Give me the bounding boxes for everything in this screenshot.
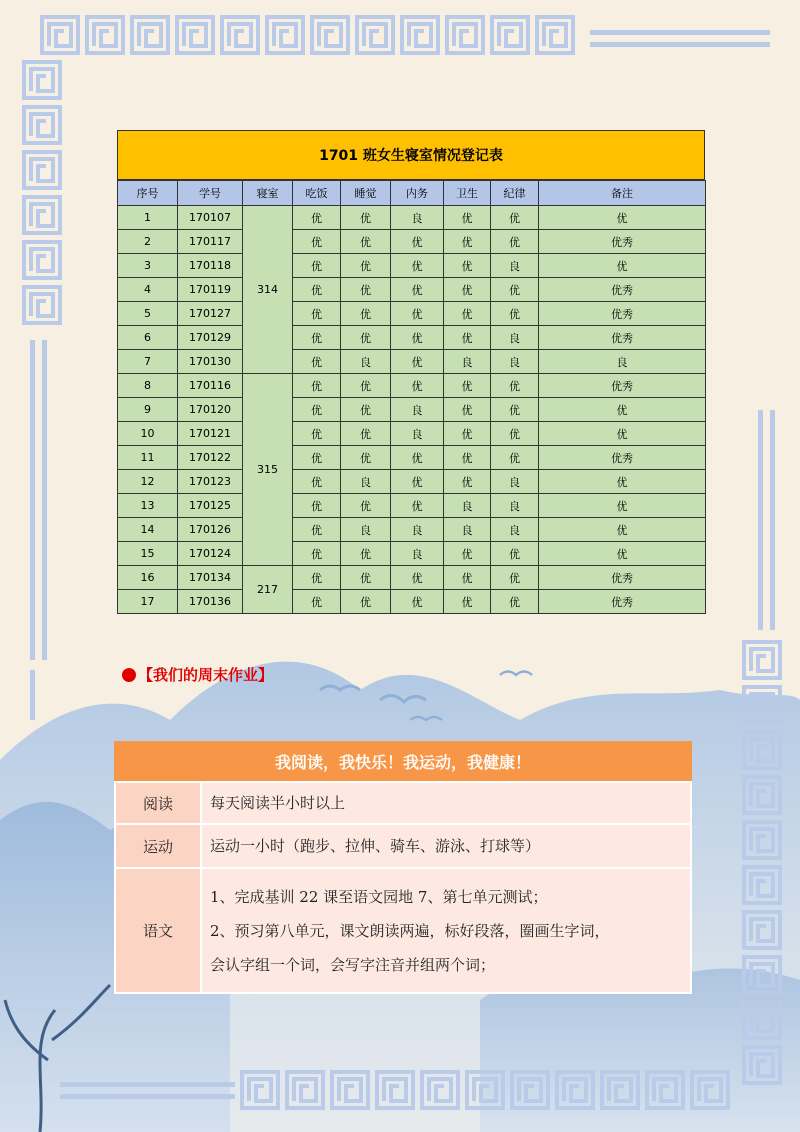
task-line: 运动一小时（跑步、拉伸、骑车、游泳、打球等） (210, 837, 541, 855)
sleeping-cell: 良 (341, 470, 391, 494)
sleeping-cell: 优 (341, 566, 391, 590)
hygiene-cell: 优 (444, 326, 491, 350)
eating-cell: 优 (293, 350, 341, 374)
sleeping-cell: 优 (341, 374, 391, 398)
housekeeping-cell: 优 (391, 254, 444, 278)
hygiene-cell: 优 (444, 278, 491, 302)
bullet-dot-icon (122, 668, 136, 682)
discipline-cell: 优 (491, 542, 539, 566)
seq-cell: 9 (118, 398, 178, 422)
student-id-cell: 170123 (178, 470, 243, 494)
header-eating: 吃饭 (293, 181, 341, 206)
dorm-table-row (118, 326, 706, 350)
header-hygiene: 卫生 (444, 181, 491, 206)
eating-cell: 优 (293, 254, 341, 278)
homework-section (114, 741, 692, 994)
hygiene-cell: 优 (444, 398, 491, 422)
housekeeping-cell: 优 (391, 446, 444, 470)
homework-row-chinese (115, 868, 691, 993)
student-id-cell: 170124 (178, 542, 243, 566)
dorm-table-row (118, 374, 706, 398)
student-id-cell: 170107 (178, 206, 243, 230)
hygiene-cell: 良 (444, 350, 491, 374)
sleeping-cell: 优 (341, 230, 391, 254)
dorm-table-row (118, 446, 706, 470)
subject-cell: 运动 (115, 824, 201, 868)
subject-cell: 语文 (115, 868, 201, 993)
student-id-cell: 170126 (178, 518, 243, 542)
dorm-table-row (118, 494, 706, 518)
header-housekeeping: 内务 (391, 181, 444, 206)
dorm-table-row (118, 542, 706, 566)
dorm-table-row (118, 278, 706, 302)
hygiene-cell: 优 (444, 374, 491, 398)
discipline-cell: 优 (491, 398, 539, 422)
seq-cell: 14 (118, 518, 178, 542)
seq-cell: 4 (118, 278, 178, 302)
housekeeping-cell: 优 (391, 566, 444, 590)
seq-cell: 3 (118, 254, 178, 278)
student-id-cell: 170117 (178, 230, 243, 254)
housekeeping-cell: 优 (391, 350, 444, 374)
student-id-cell: 170118 (178, 254, 243, 278)
room-cell: 315 (243, 374, 293, 566)
sleeping-cell: 优 (341, 278, 391, 302)
remarks-cell: 优 (539, 206, 706, 230)
sleeping-cell: 优 (341, 542, 391, 566)
sleeping-cell: 优 (341, 590, 391, 614)
hygiene-cell: 优 (444, 230, 491, 254)
eating-cell: 优 (293, 542, 341, 566)
sleeping-cell: 优 (341, 206, 391, 230)
eating-cell: 优 (293, 566, 341, 590)
sleeping-cell: 优 (341, 398, 391, 422)
eating-cell: 优 (293, 278, 341, 302)
discipline-cell: 良 (491, 326, 539, 350)
remarks-cell: 优秀 (539, 302, 706, 326)
dorm-table-section (117, 130, 705, 614)
header-remarks: 备注 (539, 181, 706, 206)
eating-cell: 优 (293, 494, 341, 518)
remarks-cell: 优 (539, 254, 706, 278)
task-line: 会认字组一个词，会写字注音并组两个词； (210, 955, 496, 974)
sleeping-cell: 优 (341, 302, 391, 326)
seq-cell: 7 (118, 350, 178, 374)
seq-cell: 5 (118, 302, 178, 326)
room-cell: 217 (243, 566, 293, 614)
discipline-cell: 优 (491, 446, 539, 470)
remarks-cell: 良 (539, 350, 706, 374)
sleeping-cell: 优 (341, 326, 391, 350)
dorm-table-row (118, 302, 706, 326)
subject-cell: 阅读 (115, 782, 201, 824)
housekeeping-cell: 优 (391, 326, 444, 350)
eating-cell: 优 (293, 206, 341, 230)
dorm-table-header-row (118, 181, 706, 206)
homework-table (114, 781, 692, 994)
dorm-table-row (118, 422, 706, 446)
homework-banner: 我阅读，我快乐！我运动，我健康！ (114, 741, 692, 781)
header-seq: 序号 (118, 181, 178, 206)
discipline-cell: 优 (491, 302, 539, 326)
header-discipline: 纪律 (491, 181, 539, 206)
student-id-cell: 170136 (178, 590, 243, 614)
header-sleeping: 睡觉 (341, 181, 391, 206)
housekeeping-cell: 良 (391, 542, 444, 566)
seq-cell: 15 (118, 542, 178, 566)
sleeping-cell: 优 (341, 422, 391, 446)
hygiene-cell: 优 (444, 422, 491, 446)
hygiene-cell: 优 (444, 566, 491, 590)
dorm-table-row (118, 470, 706, 494)
task-cell (201, 868, 691, 993)
room-cell: 314 (243, 206, 293, 374)
sleeping-cell: 优 (341, 446, 391, 470)
remarks-cell: 优 (539, 494, 706, 518)
sleeping-cell: 优 (341, 494, 391, 518)
hygiene-cell: 优 (444, 542, 491, 566)
seq-cell: 10 (118, 422, 178, 446)
seq-cell: 11 (118, 446, 178, 470)
student-id-cell: 170125 (178, 494, 243, 518)
student-id-cell: 170130 (178, 350, 243, 374)
task-line: 2、预习第八单元，课文朗读两遍，标好段落，圈画生字词， (210, 921, 610, 940)
hygiene-cell: 优 (444, 302, 491, 326)
remarks-cell: 优秀 (539, 230, 706, 254)
discipline-cell: 良 (491, 518, 539, 542)
housekeeping-cell: 优 (391, 230, 444, 254)
housekeeping-cell: 优 (391, 590, 444, 614)
eating-cell: 优 (293, 470, 341, 494)
seq-cell: 2 (118, 230, 178, 254)
housekeeping-cell: 优 (391, 470, 444, 494)
hygiene-cell: 优 (444, 206, 491, 230)
eating-cell: 优 (293, 374, 341, 398)
eating-cell: 优 (293, 590, 341, 614)
discipline-cell: 优 (491, 590, 539, 614)
hygiene-cell: 良 (444, 494, 491, 518)
dorm-table-row (118, 254, 706, 278)
student-id-cell: 170127 (178, 302, 243, 326)
header-room: 寝室 (243, 181, 293, 206)
homework-heading-label: 【我们的周末作业】 (138, 666, 274, 684)
discipline-cell: 优 (491, 422, 539, 446)
housekeeping-cell: 优 (391, 278, 444, 302)
discipline-cell: 良 (491, 254, 539, 278)
remarks-cell: 优秀 (539, 446, 706, 470)
discipline-cell: 良 (491, 350, 539, 374)
homework-heading (122, 664, 273, 685)
dorm-table-row (118, 566, 706, 590)
task-cell (201, 782, 691, 824)
eating-cell: 优 (293, 518, 341, 542)
eating-cell: 优 (293, 446, 341, 470)
task-line: 每天阅读半小时以上 (210, 794, 346, 812)
student-id-cell: 170120 (178, 398, 243, 422)
seq-cell: 12 (118, 470, 178, 494)
housekeeping-cell: 良 (391, 518, 444, 542)
student-id-cell: 170116 (178, 374, 243, 398)
dorm-table-body (118, 206, 706, 614)
discipline-cell: 优 (491, 206, 539, 230)
remarks-cell: 优秀 (539, 278, 706, 302)
eating-cell: 优 (293, 326, 341, 350)
discipline-cell: 优 (491, 566, 539, 590)
discipline-cell: 良 (491, 494, 539, 518)
homework-row-reading (115, 782, 691, 824)
discipline-cell: 优 (491, 230, 539, 254)
task-line: 1、完成基训 22 课至语文园地 7、第七单元测试； (210, 887, 548, 906)
remarks-cell: 优秀 (539, 326, 706, 350)
dorm-table-row (118, 350, 706, 374)
dorm-table-row (118, 518, 706, 542)
student-id-cell: 170134 (178, 566, 243, 590)
dorm-table-row (118, 590, 706, 614)
remarks-cell: 优秀 (539, 566, 706, 590)
eating-cell: 优 (293, 302, 341, 326)
eating-cell: 优 (293, 422, 341, 446)
remarks-cell: 优秀 (539, 590, 706, 614)
sleeping-cell: 优 (341, 254, 391, 278)
sleeping-cell: 良 (341, 350, 391, 374)
remarks-cell: 优 (539, 398, 706, 422)
housekeeping-cell: 良 (391, 422, 444, 446)
seq-cell: 13 (118, 494, 178, 518)
hygiene-cell: 良 (444, 518, 491, 542)
student-id-cell: 170119 (178, 278, 243, 302)
hygiene-cell: 优 (444, 446, 491, 470)
seq-cell: 8 (118, 374, 178, 398)
homework-row-exercise (115, 824, 691, 868)
dorm-table-title: 1701 班女生寝室情况登记表 (117, 130, 705, 180)
eating-cell: 优 (293, 230, 341, 254)
student-id-cell: 170121 (178, 422, 243, 446)
dorm-table-row (118, 398, 706, 422)
eating-cell: 优 (293, 398, 341, 422)
discipline-cell: 优 (491, 374, 539, 398)
hygiene-cell: 优 (444, 590, 491, 614)
sleeping-cell: 良 (341, 518, 391, 542)
task-cell (201, 824, 691, 868)
student-id-cell: 170122 (178, 446, 243, 470)
seq-cell: 17 (118, 590, 178, 614)
housekeeping-cell: 优 (391, 494, 444, 518)
remarks-cell: 优 (539, 518, 706, 542)
header-student-id: 学号 (178, 181, 243, 206)
remarks-cell: 优秀 (539, 374, 706, 398)
dorm-table-row (118, 206, 706, 230)
seq-cell: 16 (118, 566, 178, 590)
housekeeping-cell: 优 (391, 302, 444, 326)
student-id-cell: 170129 (178, 326, 243, 350)
housekeeping-cell: 良 (391, 206, 444, 230)
hygiene-cell: 优 (444, 470, 491, 494)
discipline-cell: 良 (491, 470, 539, 494)
remarks-cell: 优 (539, 542, 706, 566)
remarks-cell: 优 (539, 422, 706, 446)
dorm-table-row (118, 230, 706, 254)
hygiene-cell: 优 (444, 254, 491, 278)
discipline-cell: 优 (491, 278, 539, 302)
housekeeping-cell: 良 (391, 398, 444, 422)
housekeeping-cell: 优 (391, 374, 444, 398)
remarks-cell: 优 (539, 470, 706, 494)
seq-cell: 1 (118, 206, 178, 230)
dorm-table (117, 180, 706, 614)
seq-cell: 6 (118, 326, 178, 350)
